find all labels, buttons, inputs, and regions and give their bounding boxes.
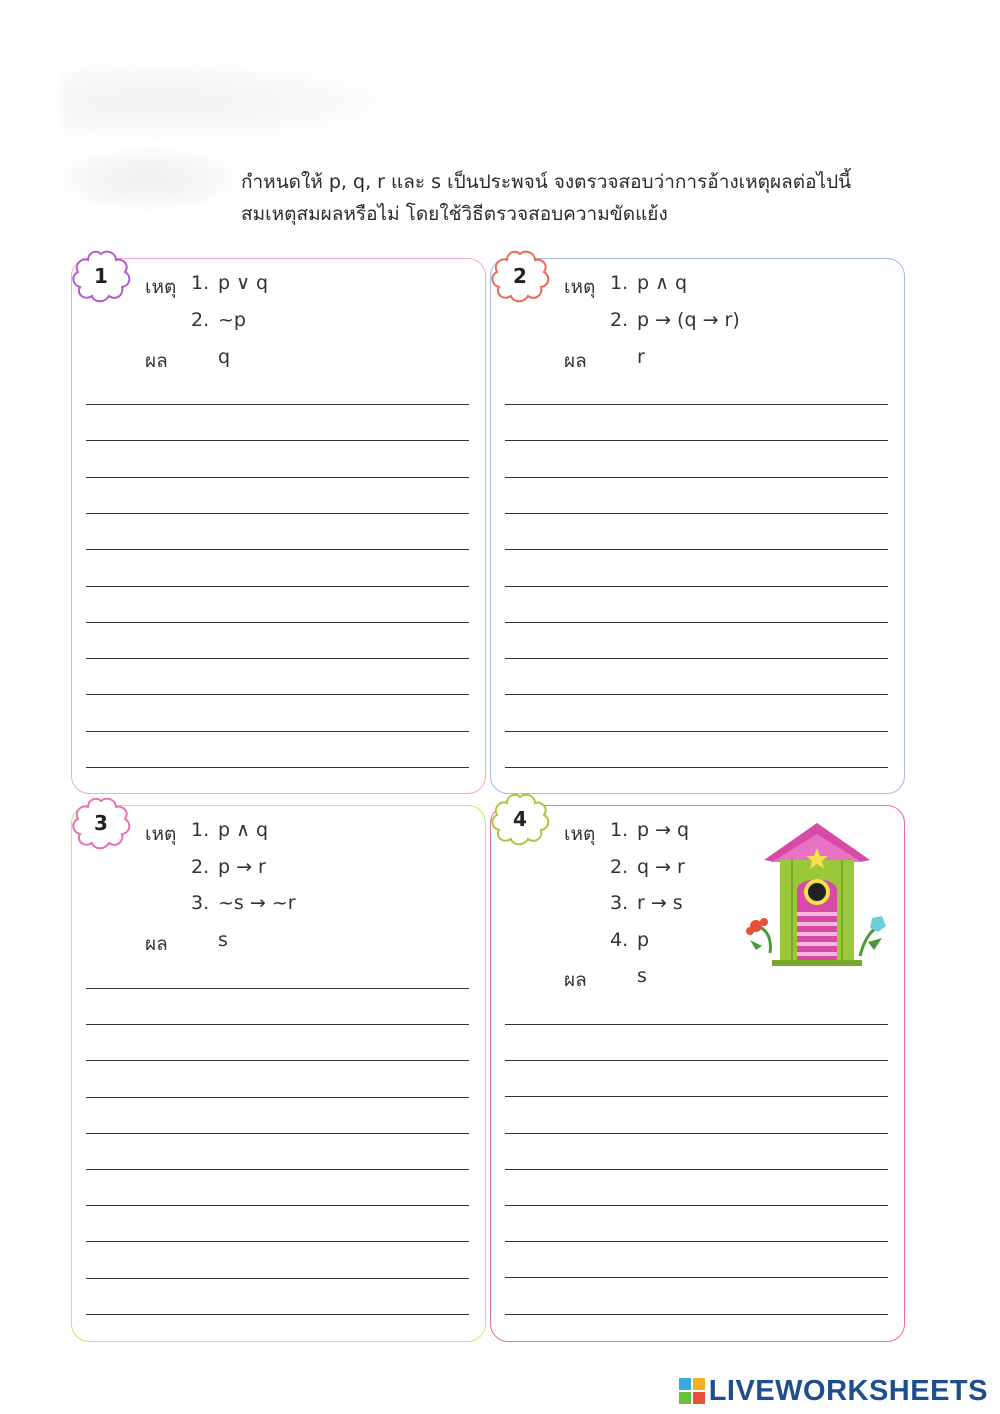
problem-card-2 bbox=[490, 258, 905, 794]
answer-line[interactable] bbox=[86, 767, 469, 768]
premise-3-3-text: ~s → ~r bbox=[218, 892, 296, 914]
answer-line[interactable] bbox=[86, 658, 469, 659]
instructions-line-2: สมเหตุสมผลหรือไม่ โดยใช้วิธีตรวจสอบความขัดแย้ง bbox=[241, 203, 668, 225]
answer-line[interactable] bbox=[505, 404, 888, 405]
answer-line[interactable] bbox=[86, 731, 469, 732]
answer-line[interactable] bbox=[86, 1060, 469, 1061]
problem-badge-3 bbox=[72, 797, 132, 853]
premise-1-1-text: p ∨ q bbox=[218, 272, 269, 294]
premise-2-1-text: p ∧ q bbox=[637, 272, 688, 294]
conclusion-2: r bbox=[637, 346, 645, 368]
premise-label-2: เหตุ bbox=[564, 276, 596, 298]
premise-3-2-text: p → r bbox=[218, 856, 266, 878]
answer-line[interactable] bbox=[86, 1205, 469, 1206]
liveworksheets-logo bbox=[679, 1374, 988, 1408]
premise-3-3-num: 3. bbox=[191, 892, 210, 914]
answer-line[interactable] bbox=[505, 1024, 888, 1025]
answer-line[interactable] bbox=[505, 1205, 888, 1206]
premise-2-1-num: 1. bbox=[610, 272, 629, 294]
answer-line[interactable] bbox=[86, 1314, 469, 1315]
answer-line[interactable] bbox=[505, 1169, 888, 1170]
premise-2-2-num: 2. bbox=[610, 309, 629, 331]
answer-lines-3[interactable] bbox=[86, 0, 469, 1]
answer-line[interactable] bbox=[505, 549, 888, 550]
problem-number-1: 1 bbox=[94, 264, 108, 288]
answer-line[interactable] bbox=[86, 477, 469, 478]
premise-1-2-text: ~p bbox=[218, 309, 246, 331]
premise-3-1-text: p ∧ q bbox=[218, 819, 269, 841]
answer-line[interactable] bbox=[505, 1277, 888, 1278]
premise-4-4-text: p bbox=[637, 929, 650, 951]
problem-badge-1 bbox=[72, 250, 132, 306]
premise-4-3-text: r → s bbox=[637, 892, 683, 914]
conclusion-label-4: ผล bbox=[564, 969, 587, 991]
premise-label-1: เหตุ bbox=[145, 276, 177, 298]
premise-4-3-num: 3. bbox=[610, 892, 629, 914]
problem-number-2: 2 bbox=[513, 264, 527, 288]
conclusion-4: s bbox=[637, 965, 647, 987]
premise-3-1-num: 1. bbox=[191, 819, 210, 841]
answer-line[interactable] bbox=[86, 694, 469, 695]
conclusion-1: q bbox=[218, 346, 231, 368]
premise-4-1-num: 1. bbox=[610, 819, 629, 841]
problem-number-4: 4 bbox=[513, 807, 527, 831]
answer-line[interactable] bbox=[505, 1314, 888, 1315]
birdhouse-icon bbox=[742, 818, 892, 968]
answer-line[interactable] bbox=[86, 1241, 469, 1242]
premise-2-2-text: p → (q → r) bbox=[637, 309, 740, 331]
premise-3-2-num: 2. bbox=[191, 856, 210, 878]
instructions-line-1: กำหนดให้ p, q, r และ s เป็นประพจน์ จงตรวจสอบว่าการอ้างเหตุผลต่อไปนี้ bbox=[241, 171, 852, 193]
problem-card-3 bbox=[71, 805, 486, 1342]
conclusion-label-1: ผล bbox=[145, 350, 168, 372]
answer-line[interactable] bbox=[505, 622, 888, 623]
answer-line[interactable] bbox=[505, 1133, 888, 1134]
answer-line[interactable] bbox=[505, 1096, 888, 1097]
premise-label-3: เหตุ bbox=[145, 823, 177, 845]
premise-1-1-num: 1. bbox=[191, 272, 210, 294]
premise-4-4-num: 4. bbox=[610, 929, 629, 951]
answer-line[interactable] bbox=[86, 1097, 469, 1098]
problem-badge-4 bbox=[491, 793, 551, 849]
answer-line[interactable] bbox=[505, 731, 888, 732]
answer-line[interactable] bbox=[86, 1133, 469, 1134]
answer-line[interactable] bbox=[86, 1278, 469, 1279]
blurred-title bbox=[62, 62, 392, 142]
problem-card-1 bbox=[71, 258, 486, 794]
problem-number-3: 3 bbox=[94, 811, 108, 835]
instructions bbox=[241, 166, 881, 230]
conclusion-3: s bbox=[218, 929, 228, 951]
answer-line[interactable] bbox=[505, 694, 888, 695]
blurred-label bbox=[62, 148, 234, 210]
premise-1-2-num: 2. bbox=[191, 309, 210, 331]
premise-4-2-num: 2. bbox=[610, 856, 629, 878]
answer-line[interactable] bbox=[86, 586, 469, 587]
liveworksheets-logo-icon bbox=[679, 1378, 705, 1404]
answer-line[interactable] bbox=[505, 477, 888, 478]
answer-line[interactable] bbox=[505, 440, 888, 441]
liveworksheets-logo-text: LIVEWORKSHEETS bbox=[708, 1374, 988, 1407]
answer-line[interactable] bbox=[505, 586, 888, 587]
answer-lines-4[interactable] bbox=[505, 0, 888, 1]
conclusion-label-3: ผล bbox=[145, 933, 168, 955]
premise-label-4: เหตุ bbox=[564, 823, 596, 845]
answer-line[interactable] bbox=[505, 767, 888, 768]
answer-line[interactable] bbox=[86, 440, 469, 441]
answer-line[interactable] bbox=[505, 658, 888, 659]
answer-line[interactable] bbox=[86, 1169, 469, 1170]
problem-badge-2 bbox=[491, 250, 551, 306]
answer-line[interactable] bbox=[86, 988, 469, 989]
answer-line[interactable] bbox=[86, 622, 469, 623]
conclusion-label-2: ผล bbox=[564, 350, 587, 372]
answer-line[interactable] bbox=[505, 513, 888, 514]
answer-line[interactable] bbox=[505, 1060, 888, 1061]
answer-line[interactable] bbox=[86, 549, 469, 550]
answer-line[interactable] bbox=[505, 1241, 888, 1242]
answer-line[interactable] bbox=[86, 404, 469, 405]
answer-line[interactable] bbox=[86, 1024, 469, 1025]
premise-4-2-text: q → r bbox=[637, 856, 685, 878]
premise-4-1-text: p → q bbox=[637, 819, 690, 841]
answer-line[interactable] bbox=[86, 513, 469, 514]
